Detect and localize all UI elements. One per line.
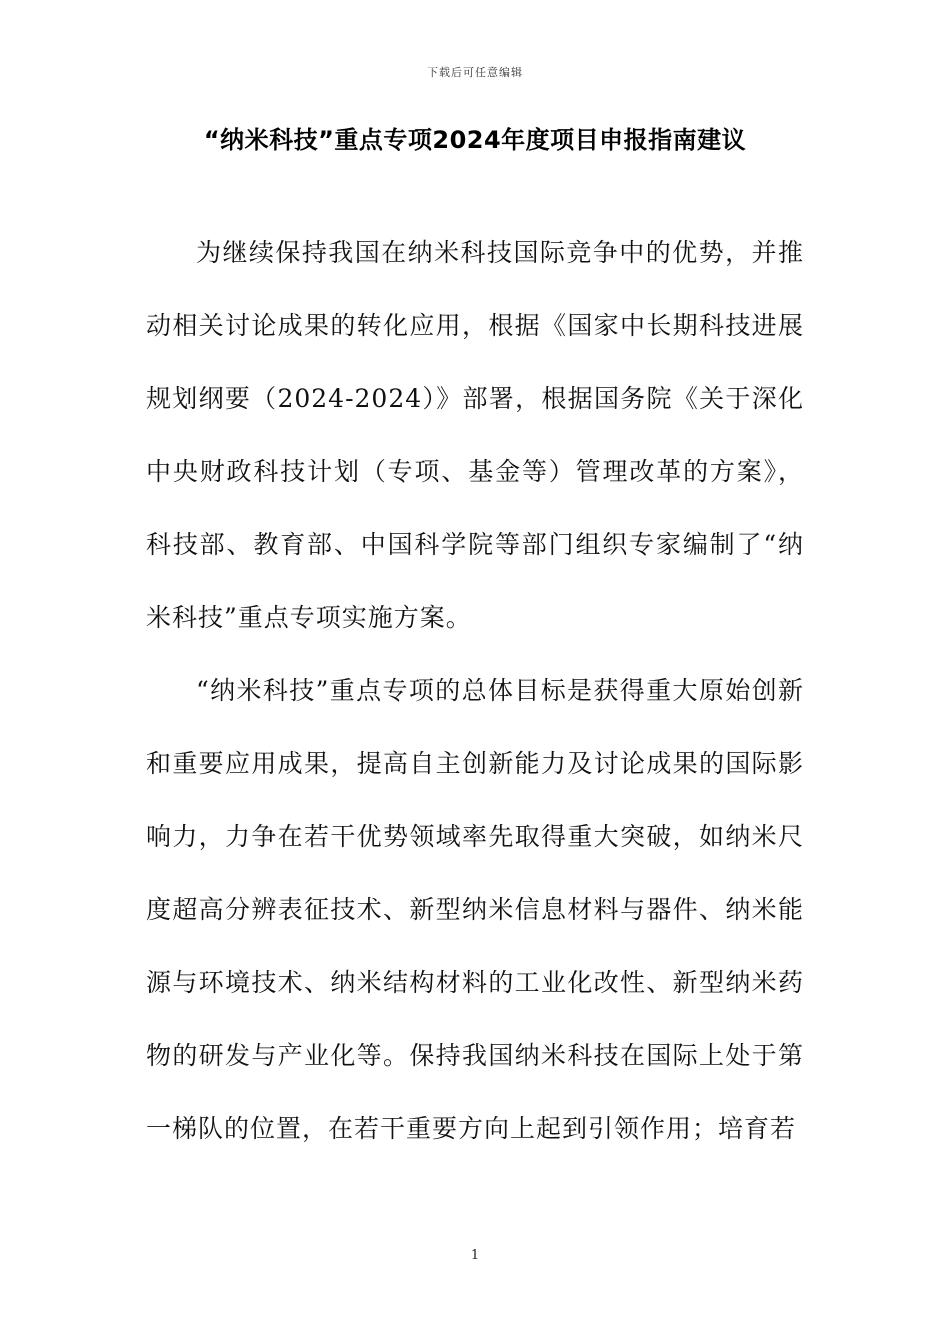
header-note: 下载后可任意编辑 xyxy=(427,66,523,79)
document-body xyxy=(146,216,804,1165)
paragraph-2: “纳米科技”重点专项的总体目标是获得重大原始创新和重要应用成果，提高自主创新能力及讨论成果的国际影响力，力争在若干优势领域率先取得重大突破，如纳米尺度超高分辨表征技术、新型纳米信息材料与器件、纳米能源与环境技术、纳米结构材料的工业化改性、新型纳米药物的研发与产业化等。保持我国纳米科技在国际上处于第一梯队的位置，在若干重要方向上起到引领作用；培育若 xyxy=(146,676,804,1143)
document-title: “纳米科技”重点专项2024年度项目申报指南建议 xyxy=(203,126,747,154)
paragraph-1: 为继续保持我国在纳米科技国际竞争中的优势，并推动相关讨论成果的转化应用，根据《国家中长期科技进展规划纲要（2024-2024）》部署，根据国务院《关于深化中央财政科技计划（专项、基金等）管理改革的方案》，科技部、教育部、中国科学院等部门组织专家编制了“纳米科技”重点专项实施方案。 xyxy=(146,238,804,632)
page-number: 1 xyxy=(470,1248,480,1263)
